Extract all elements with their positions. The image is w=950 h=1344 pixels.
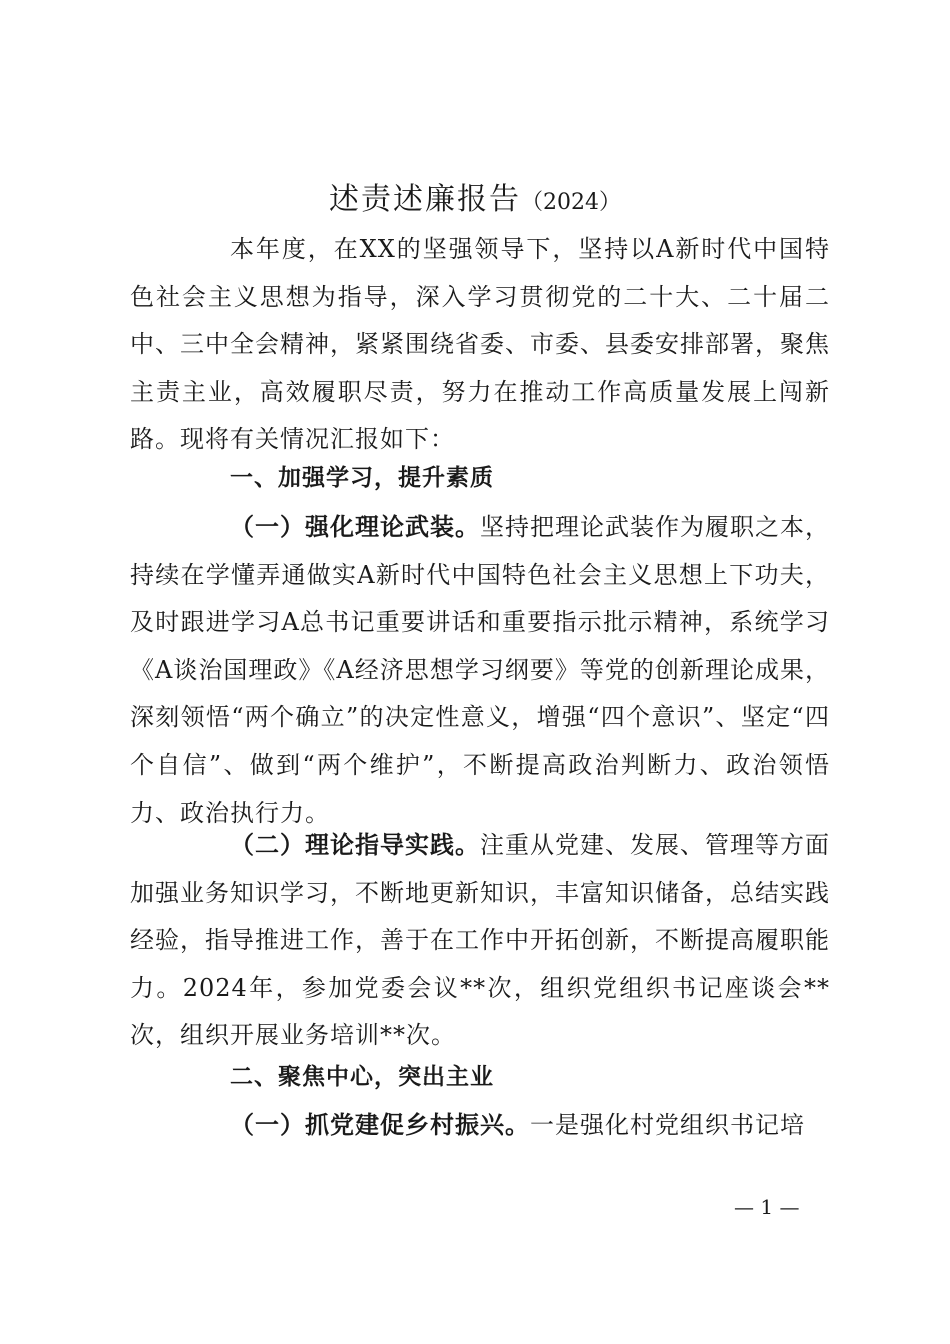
title-year: （2024）	[521, 190, 621, 215]
section-2-item-1-paragraph	[130, 1102, 830, 1150]
section-2-item-1-lead: （一）抓党建促乡村振兴。	[230, 1111, 530, 1139]
title-text: 述责述廉报告	[329, 182, 521, 217]
section-1-item-2-lead: （二）理论指导实践。	[230, 831, 480, 859]
section-1-item-2-text: 注重从党建、发展、管理等方面加强业务知识学习，不断地更新知识，丰富知识储备，总结实践经验，指导推进工作，善于在工作中开拓创新，不断提高履职能力。2024年，参加党委会议**次，组织党组织书记座谈会**次，组织开展业务培训**次。	[130, 831, 830, 1050]
page-number: — 1 —	[734, 1195, 800, 1219]
section-2-item-1-text: 一是强化村党组织书记培	[530, 1111, 805, 1139]
section-1-item-1-paragraph	[130, 504, 830, 837]
section-1-item-1-text: 坚持把理论武装作为履职之本，持续在学懂弄通做实A新时代中国特色社会主义思想上下功夫，及时跟进学习A总书记重要讲话和重要指示批示精神，系统学习《A谈治国理政》《A经济思想学习纲要》等党的创新理论成果，深刻领悟“两个确立”的决定性意义，增强“四个意识”、坚定“四个自信”、做到“两个维护”，不断提高政治判断力、政治领悟力、政治执行力。	[130, 513, 830, 827]
document-title	[0, 180, 950, 223]
section-1-heading: 一、加强学习，提升素质	[230, 465, 494, 491]
section-1-item-2-paragraph	[130, 822, 830, 1060]
section-1-item-1-lead: （一）强化理论武装。	[230, 513, 480, 541]
section-2-heading: 二、聚焦中心，突出主业	[230, 1064, 494, 1090]
intro-paragraph: 本年度，在XX的坚强领导下，坚持以A新时代中国特色社会主义思想为指导，深入学习贯彻党的二十大、二十届二中、三中全会精神，紧紧围绕省委、市委、县委安排部署，聚焦主责主业，高效履职尽责，努力在推动工作高质量发展上闯新路。现将有关情况汇报如下：	[130, 235, 830, 454]
